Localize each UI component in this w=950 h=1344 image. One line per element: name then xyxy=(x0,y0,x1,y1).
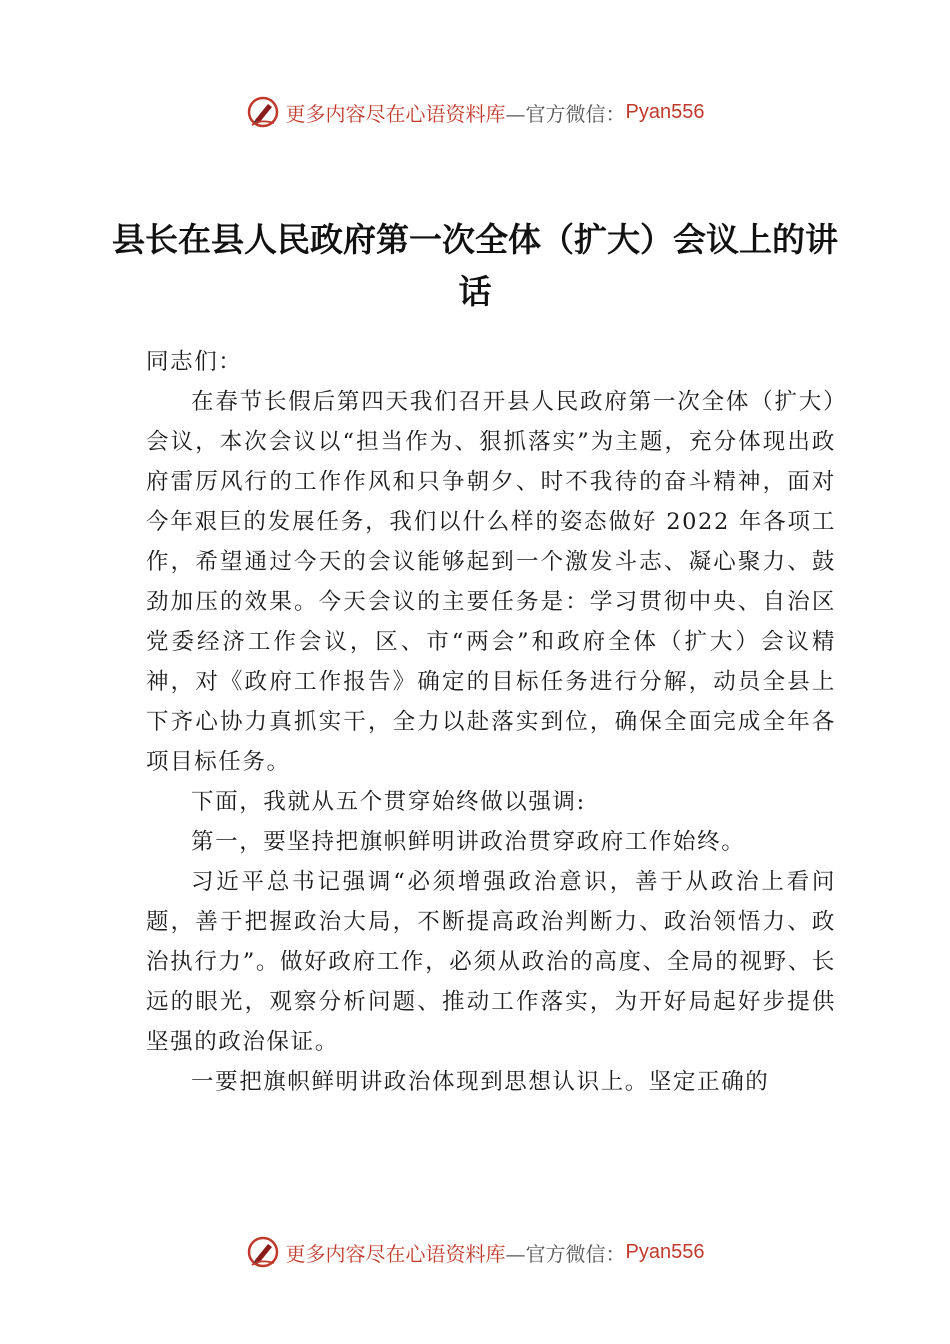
banner-wechat-label: —官方微信： xyxy=(505,1241,626,1266)
paragraph-intro: 在春节长假后第四天我们召开县人民政府第一次全体（扩大）会议，本次会议以“担当作为、狠抓落实”为主题，充分体现出政府雷厉风行的工作作风和只争朝夕、时不我待的奋斗精神，面对今年艰巨的发展任务，我们以什么样的姿态做好 2022 年各项工作，希望通过今天的会议能够起到一个激发斗志、凝心聚力、鼓劲加压的效果。今天会议的主要任务是：学习贯彻中央、自治区党委经济工作会议，区、市“两会”和政府全体（扩大）会议精神，对《政府工作报告》确定的目标任务进行分解，动员全县上下齐心协力真抓实干，全力以赴落实到位，确保全面完成全年各项目标任务。 xyxy=(146,389,836,775)
header-banner xyxy=(0,92,950,132)
salutation: 同志们： xyxy=(146,349,243,375)
footer-banner xyxy=(0,1232,950,1272)
banner-library-text: 更多内容尽在心语资料库 xyxy=(285,1241,506,1266)
banner-wechat-id: Pyan556 xyxy=(625,1240,705,1263)
paragraph-quote: 习近平总书记强调“必须增强政治意识，善于从政治上看问题，善于把握政治大局，不断提高政治判断力、政治领悟力、政治执行力”。做好政府工作，必须从政治的高度、全局的视野、长远的眼光，观察分析问题、推动工作落实，为开好局起好步提供坚强的政治保证。 xyxy=(146,869,836,1055)
document-body xyxy=(146,342,836,1102)
paragraph-subpoint: 一要把旗帜鲜明讲政治体现到思想认识上。坚定正确的 xyxy=(191,1069,770,1095)
banner-library-text: 更多内容尽在心语资料库 xyxy=(285,101,506,126)
paragraph-point-one: 第一，要坚持把旗帜鲜明讲政治贯穿政府工作始终。 xyxy=(191,829,746,855)
pen-logo-icon xyxy=(246,95,280,129)
banner-wechat-label: —官方微信： xyxy=(505,101,626,126)
paragraph-transition: 下面，我就从五个贯穿始终做以强调: xyxy=(191,789,586,815)
banner-wechat-id: Pyan556 xyxy=(625,100,705,123)
pen-logo-icon xyxy=(246,1235,280,1269)
document-title: 县长在县人民政府第一次全体（扩大）会议上的讲话 xyxy=(112,220,838,311)
